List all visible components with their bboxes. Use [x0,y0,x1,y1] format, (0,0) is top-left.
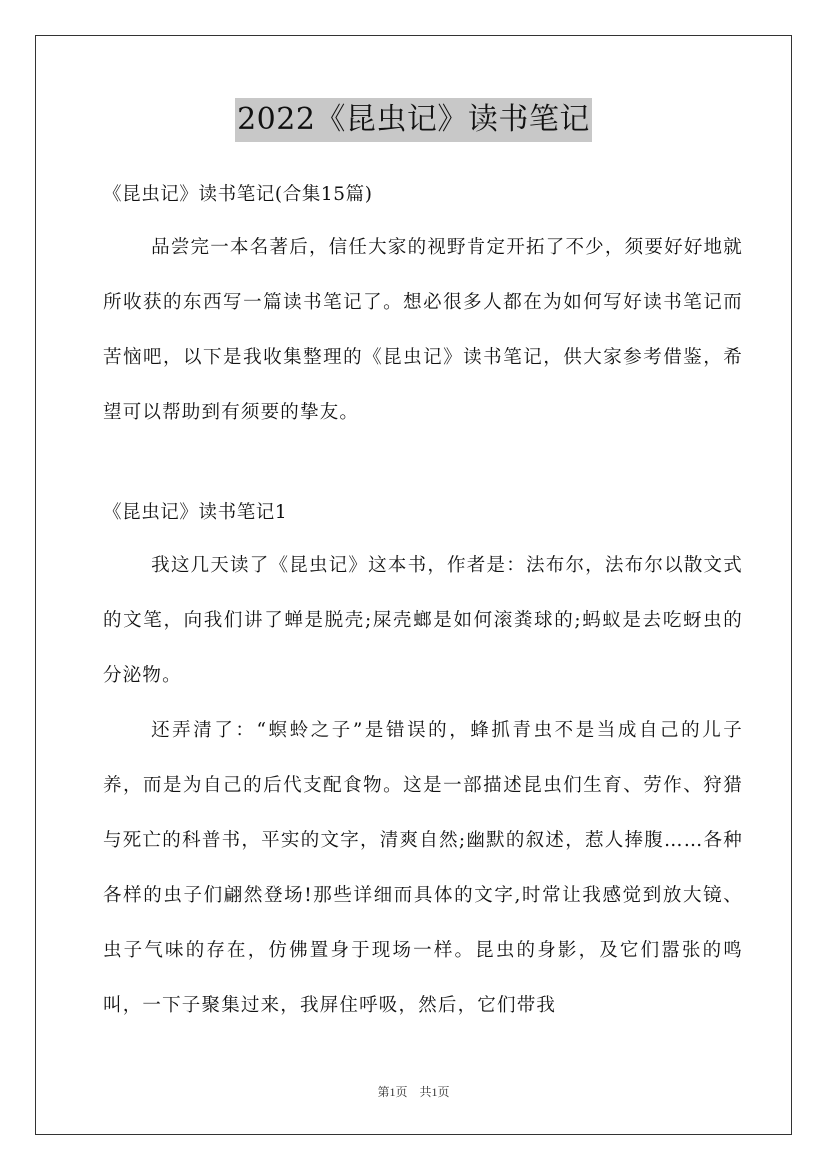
title-container [0,98,827,142]
section-heading: 《昆虫记》读书笔记1 [103,502,288,523]
page-footer: 第1页 共1页 [377,1085,450,1099]
document-body [103,170,743,1033]
document-title: 2022《昆虫记》读书笔记 [235,98,592,142]
intro-paragraph: 品尝完一本名著后，信任大家的视野肯定开拓了不少，须要好好地就所收获的东西写一篇读书笔记了。想必很多人都在为如何写好读书笔记而苦恼吧，以下是我收集整理的《昆虫记》读书笔记，供大家参考借鉴，希望可以帮助到有须要的挚友。 [103,237,743,423]
body-paragraph: 还弄清了：“螟蛉之子”是错误的，蜂抓青虫不是当成自己的儿子养，而是为自己的后代支配食物。这是一部描述昆虫们生育、劳作、狩猎与死亡的科普书，平实的文字，清爽自然;幽默的叙述，惹人捧腹……各种各样的虫子们翩然登场!那些详细而具体的文字,时常让我感觉到放大镜、虫子气味的存在，仿佛置身于现场一样。昆虫的身影，及它们嚣张的鸣叫，一下子聚集过来，我屏住呼吸，然后，它们带我 [103,720,743,1016]
body-paragraph: 我这几天读了《昆虫记》这本书，作者是：法布尔，法布尔以散文式的文笔，向我们讲了蝉是脱壳;屎壳螂是如何滚粪球的;蚂蚁是去吃蚜虫的分泌物。 [103,555,743,686]
document-subtitle: 《昆虫记》读书笔记(合集15篇) [103,184,373,205]
